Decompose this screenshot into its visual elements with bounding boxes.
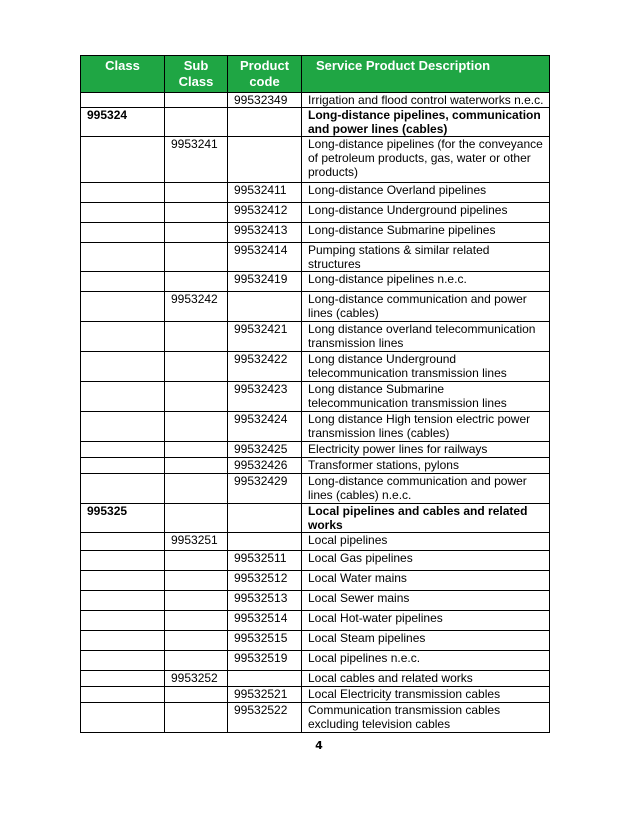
description-cell: Local Gas pipelines [302, 551, 550, 571]
class-cell [81, 571, 165, 591]
table-header-row [81, 56, 550, 93]
description-cell: Long distance Underground telecommunication transmission lines [302, 352, 550, 382]
table-row [81, 272, 550, 292]
sub-class-cell: 9953252 [165, 671, 228, 687]
table-row [81, 591, 550, 611]
product-code-cell: 99532422 [228, 352, 302, 382]
product-code-cell [228, 533, 302, 551]
sub-class-cell [165, 474, 228, 504]
product-code-cell: 99532429 [228, 474, 302, 504]
sub-class-cell [165, 458, 228, 474]
class-cell [81, 292, 165, 322]
class-cell [81, 223, 165, 243]
description-cell: Long-distance Underground pipelines [302, 203, 550, 223]
class-cell [81, 442, 165, 458]
description-cell: Local pipelines and cables and related works [302, 504, 550, 533]
table-row [81, 458, 550, 474]
description-cell: Local Electricity transmission cables [302, 687, 550, 703]
description-cell: Long-distance pipelines n.e.c. [302, 272, 550, 292]
class-cell [81, 203, 165, 223]
sub-class-cell [165, 591, 228, 611]
sub-class-cell [165, 504, 228, 533]
product-code-cell: 99532519 [228, 651, 302, 671]
sub-class-cell [165, 322, 228, 352]
product-code-cell: 99532419 [228, 272, 302, 292]
product-code-cell: 99532426 [228, 458, 302, 474]
sub-class-cell [165, 631, 228, 651]
sub-class-cell [165, 352, 228, 382]
table-row [81, 322, 550, 352]
product-code-cell: 99532412 [228, 203, 302, 223]
table-row [81, 533, 550, 551]
header-product-code: Product code [228, 56, 302, 93]
class-cell: 995325 [81, 504, 165, 533]
description-cell: Local Sewer mains [302, 591, 550, 611]
table-row [81, 687, 550, 703]
class-cell [81, 458, 165, 474]
class-cell [81, 382, 165, 412]
description-cell: Pumping stations & similar related structures [302, 243, 550, 272]
product-code-cell: 99532421 [228, 322, 302, 352]
product-code-cell: 99532511 [228, 551, 302, 571]
description-cell: Transformer stations, pylons [302, 458, 550, 474]
sub-class-cell [165, 611, 228, 631]
table-row [81, 504, 550, 533]
table-row [81, 442, 550, 458]
table-row [81, 203, 550, 223]
class-cell [81, 551, 165, 571]
class-cell [81, 474, 165, 504]
class-cell: 995324 [81, 108, 165, 137]
class-cell [81, 93, 165, 108]
product-code-cell: 99532512 [228, 571, 302, 591]
product-code-cell: 99532522 [228, 703, 302, 733]
description-cell: Long distance Submarine telecommunication transmission lines [302, 382, 550, 412]
table-row [81, 551, 550, 571]
class-cell [81, 533, 165, 551]
class-cell [81, 651, 165, 671]
description-cell: Long-distance Overland pipelines [302, 183, 550, 203]
product-code-cell [228, 137, 302, 183]
sub-class-cell [165, 243, 228, 272]
description-cell: Local Water mains [302, 571, 550, 591]
table-row [81, 93, 550, 108]
product-code-cell: 99532411 [228, 183, 302, 203]
sub-class-cell [165, 412, 228, 442]
header-description: Service Product Description [302, 56, 550, 93]
product-code-cell [228, 504, 302, 533]
product-code-cell [228, 108, 302, 137]
table-row [81, 671, 550, 687]
sub-class-cell [165, 571, 228, 591]
class-cell [81, 412, 165, 442]
class-cell [81, 687, 165, 703]
description-cell: Local pipelines [302, 533, 550, 551]
sub-class-cell [165, 687, 228, 703]
product-code-cell [228, 292, 302, 322]
class-cell [81, 611, 165, 631]
service-code-table [80, 55, 550, 733]
class-cell [81, 631, 165, 651]
sub-class-cell: 9953241 [165, 137, 228, 183]
class-cell [81, 243, 165, 272]
table-row [81, 352, 550, 382]
table-row [81, 108, 550, 137]
sub-class-cell [165, 442, 228, 458]
table-row [81, 571, 550, 591]
sub-class-cell [165, 183, 228, 203]
product-code-cell: 99532514 [228, 611, 302, 631]
description-cell: Local Hot-water pipelines [302, 611, 550, 631]
product-code-cell: 99532423 [228, 382, 302, 412]
sub-class-cell [165, 382, 228, 412]
product-code-cell: 99532513 [228, 591, 302, 611]
header-class: Class [81, 56, 165, 93]
description-cell: Long-distance Submarine pipelines [302, 223, 550, 243]
description-cell: Long-distance pipelines (for the conveyance of petroleum products, gas, water or other products) [302, 137, 550, 183]
product-code-cell: 99532424 [228, 412, 302, 442]
class-cell [81, 272, 165, 292]
table-row [81, 243, 550, 272]
sub-class-cell [165, 93, 228, 108]
sub-class-cell: 9953251 [165, 533, 228, 551]
header-sub-class: Sub Class [165, 56, 228, 93]
product-code-cell: 99532414 [228, 243, 302, 272]
sub-class-cell [165, 223, 228, 243]
sub-class-cell [165, 651, 228, 671]
class-cell [81, 591, 165, 611]
description-cell: Irrigation and flood control waterworks n.e.c. [302, 93, 550, 108]
sub-class-cell [165, 203, 228, 223]
product-code-cell: 99532413 [228, 223, 302, 243]
class-cell [81, 703, 165, 733]
description-cell: Electricity power lines for railways [302, 442, 550, 458]
product-code-cell [228, 671, 302, 687]
description-cell: Long distance High tension electric power transmission lines (cables) [302, 412, 550, 442]
description-cell: Local Steam pipelines [302, 631, 550, 651]
sub-class-cell [165, 551, 228, 571]
table-row [81, 183, 550, 203]
table-row [81, 703, 550, 733]
product-code-cell: 99532515 [228, 631, 302, 651]
description-cell: Long-distance pipelines, communication and power lines (cables) [302, 108, 550, 137]
table-row [81, 292, 550, 322]
page-number: 4 [315, 739, 323, 752]
table-row [81, 631, 550, 651]
product-code-cell: 99532521 [228, 687, 302, 703]
description-cell: Local pipelines n.e.c. [302, 651, 550, 671]
description-cell: Communication transmission cables excluding television cables [302, 703, 550, 733]
description-cell: Long distance overland telecommunication transmission lines [302, 322, 550, 352]
product-code-cell: 99532425 [228, 442, 302, 458]
table-row [81, 412, 550, 442]
table-row [81, 382, 550, 412]
table-row [81, 474, 550, 504]
sub-class-cell: 9953242 [165, 292, 228, 322]
sub-class-cell [165, 272, 228, 292]
class-cell [81, 137, 165, 183]
table-row [81, 651, 550, 671]
class-cell [81, 183, 165, 203]
description-cell: Local cables and related works [302, 671, 550, 687]
table-row [81, 223, 550, 243]
table-row [81, 137, 550, 183]
description-cell: Long-distance communication and power lines (cables) [302, 292, 550, 322]
class-cell [81, 671, 165, 687]
sub-class-cell [165, 703, 228, 733]
description-cell: Long-distance communication and power lines (cables) n.e.c. [302, 474, 550, 504]
sub-class-cell [165, 108, 228, 137]
product-code-cell: 99532349 [228, 93, 302, 108]
class-cell [81, 352, 165, 382]
table-row [81, 611, 550, 631]
class-cell [81, 322, 165, 352]
